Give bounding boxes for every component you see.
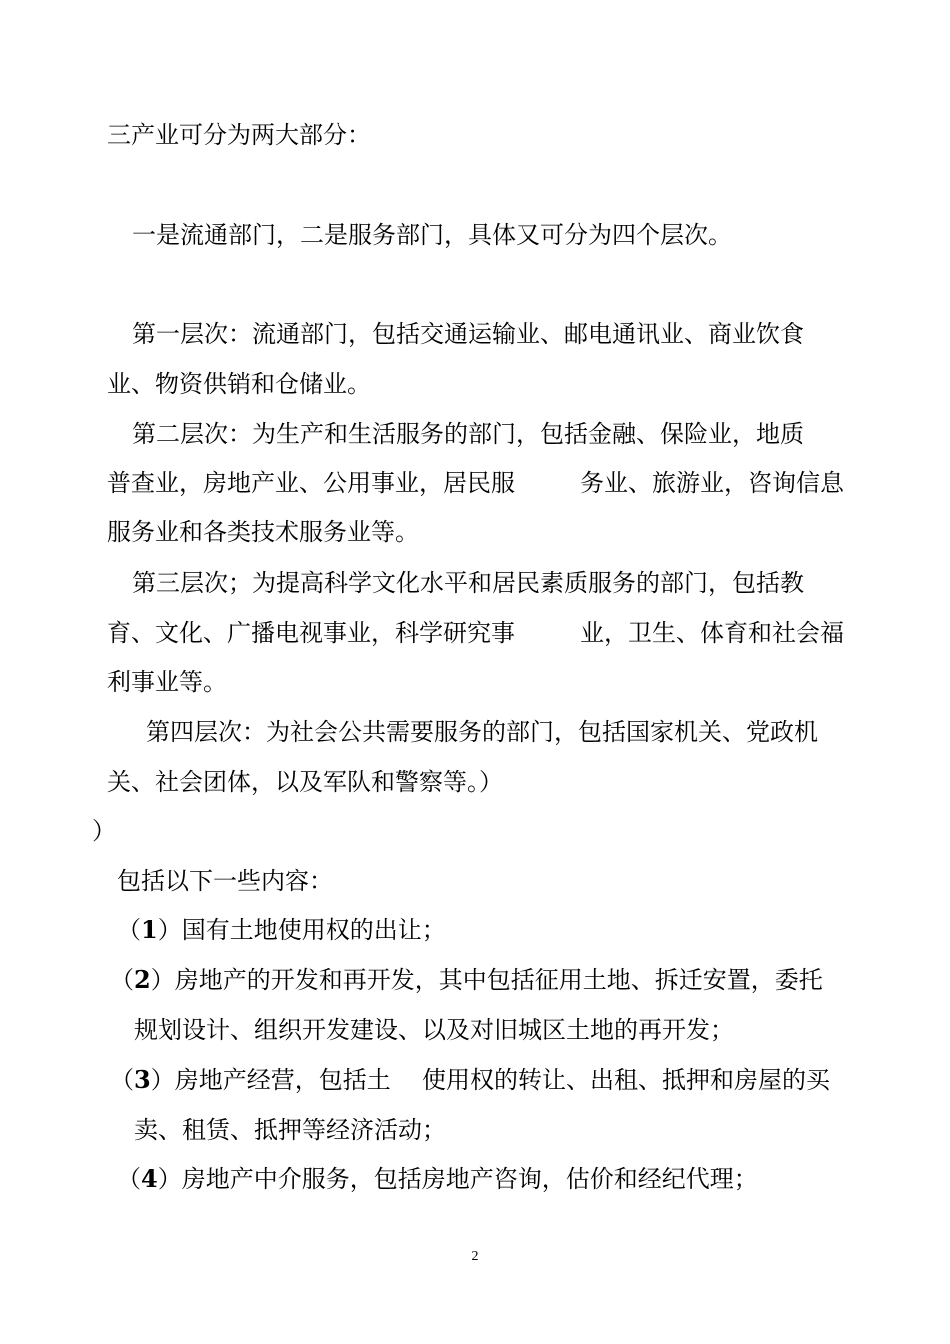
list-item-4-number: 4 bbox=[141, 1164, 158, 1193]
list-item-1-open: （ bbox=[117, 916, 141, 944]
list-item-2-number: 2 bbox=[134, 965, 151, 994]
level3-line2a: 育、文化、广播电视事业，科学研究事 bbox=[107, 619, 515, 647]
list-item-2-text: 房地产的开发和再开发，其中包括征用土地、拆迁安置，委托 bbox=[174, 966, 823, 994]
list-item-4-text: 房地产中介服务，包括房地产咨询，估价和经纪代理； bbox=[181, 1165, 758, 1193]
list-item-3-open: （ bbox=[110, 1066, 134, 1094]
list-item-3-line1 bbox=[110, 1065, 391, 1095]
level2-line2a: 普查业，房地产业、公用事业，居民服 bbox=[107, 469, 515, 497]
list-item-1-number: 1 bbox=[141, 915, 158, 944]
stray-paren: ） bbox=[92, 817, 116, 845]
parts-line: 一是流通部门，二是服务部门，具体又可分为四个层次。 bbox=[132, 221, 732, 249]
list-item-1-text: 国有土地使用权的出让； bbox=[181, 916, 446, 944]
list-item-2-open: （ bbox=[110, 966, 134, 994]
level1-line1: 第一层次：流通部门，包括交通运输业、邮电通讯业、商业饮食 bbox=[132, 320, 804, 348]
level3-line1: 第三层次；为提高科学文化水平和居民素质服务的部门，包括教 bbox=[132, 569, 804, 597]
page-number: 2 bbox=[471, 1249, 479, 1264]
level2-line1: 第二层次：为生产和生活服务的部门，包括金融、保险业，地质 bbox=[132, 420, 804, 448]
includes-heading: 包括以下一些内容： bbox=[117, 867, 333, 895]
list-item-4-close: ） bbox=[157, 1165, 182, 1193]
list-item-1 bbox=[117, 915, 446, 945]
level3-line3: 利事业等。 bbox=[107, 668, 227, 696]
intro-line: 三产业可分为两大部分： bbox=[107, 121, 371, 149]
list-item-4-open: （ bbox=[117, 1165, 141, 1193]
level1-line2: 业、物资供销和仓储业。 bbox=[107, 370, 371, 398]
list-item-3-line2: 卖、租赁、抵押等经济活动； bbox=[134, 1116, 446, 1144]
level4-line2: 关、社会团体，以及军队和警察等。） bbox=[107, 768, 503, 796]
list-item-2-line1 bbox=[110, 965, 823, 995]
level4-line1: 第四层次：为社会公共需要服务的部门，包括国家机关、党政机 bbox=[146, 718, 818, 746]
list-item-3-line1b: 使用权的转让、出租、抵押和房屋的买 bbox=[422, 1066, 830, 1094]
level2-line3: 服务业和各类技术服务业等。 bbox=[107, 518, 419, 546]
list-item-2-line2: 规划设计、组织开发建设、以及对旧城区土地的再开发； bbox=[134, 1016, 734, 1044]
list-item-4 bbox=[117, 1164, 758, 1194]
list-item-3-text-a: 房地产经营，包括土 bbox=[174, 1066, 391, 1094]
list-item-3-close: ） bbox=[150, 1066, 175, 1094]
list-item-2-close: ） bbox=[150, 966, 175, 994]
level3-line2b: 业，卫生、体育和社会福 bbox=[580, 619, 844, 647]
list-item-1-close: ） bbox=[157, 916, 182, 944]
list-item-3-number: 3 bbox=[134, 1065, 151, 1094]
level2-line2b: 务业、旅游业，咨询信息 bbox=[580, 469, 844, 497]
